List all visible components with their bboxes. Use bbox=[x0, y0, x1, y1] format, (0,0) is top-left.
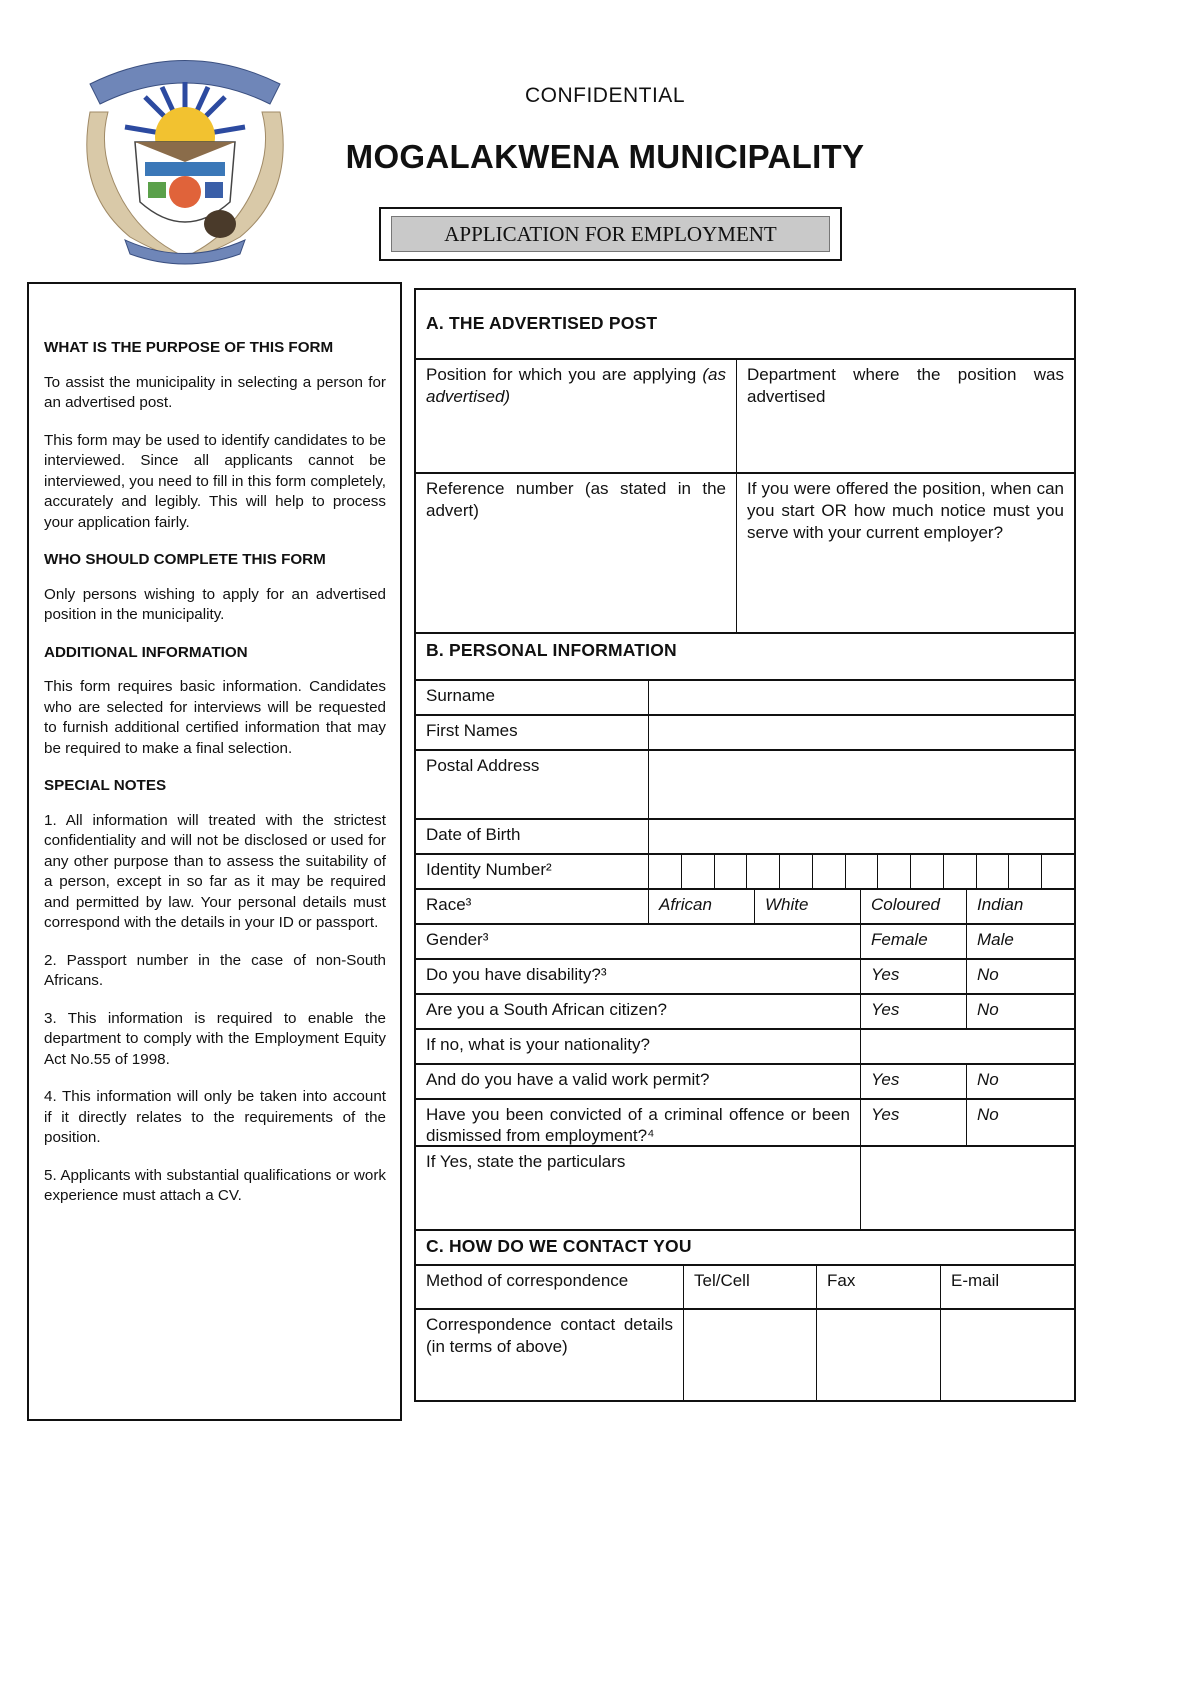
tel-cell-input[interactable] bbox=[683, 1310, 816, 1400]
start-date-label: If you were offered the position, when can you start OR how much notice must you serve with your current employer? bbox=[747, 479, 1064, 542]
citizen-yes-option[interactable]: Yes bbox=[860, 995, 966, 1028]
additional-text: This form requires basic information. Candidates who are selected for interviews will be requested to furnish additional certified information that may be required to make a final selection. bbox=[44, 678, 386, 757]
id-digit-box[interactable] bbox=[746, 855, 779, 888]
id-digit-boxes bbox=[649, 855, 1074, 888]
purpose-text-1: To assist the municipality in selecting a person for an advertised post. bbox=[44, 373, 386, 411]
postal-address-row bbox=[416, 749, 1074, 818]
purpose-text-2: This form may be used to identify candidates to be interviewed. Since all applicants cannot be interviewed, you need to fill in this form completely, accurately and legibly. This will help to process your application fairly. bbox=[44, 431, 386, 531]
id-digit-box[interactable] bbox=[1008, 855, 1041, 888]
confidential-label: CONFIDENTIAL bbox=[524, 84, 685, 107]
who-heading: WHO SHOULD COMPLETE THIS FORM bbox=[44, 551, 326, 568]
race-option-indian[interactable]: Indian bbox=[966, 890, 1074, 923]
surname-input[interactable] bbox=[648, 681, 1074, 714]
id-digit-box[interactable] bbox=[714, 855, 747, 888]
nationality-input[interactable] bbox=[860, 1030, 1074, 1063]
section-c-header-row bbox=[416, 1229, 1074, 1264]
department-field[interactable] bbox=[736, 360, 1074, 472]
additional-heading: ADDITIONAL INFORMATION bbox=[44, 643, 248, 661]
id-digit-box[interactable] bbox=[1041, 855, 1074, 888]
email-input[interactable] bbox=[940, 1310, 1074, 1400]
first-names-label: First Names bbox=[426, 721, 518, 740]
criminal-row bbox=[416, 1098, 1074, 1145]
dob-label: Date of Birth bbox=[426, 825, 521, 844]
tel-cell-option[interactable]: Tel/Cell bbox=[683, 1266, 816, 1308]
reference-field[interactable] bbox=[416, 474, 736, 632]
section-b-header-row bbox=[416, 632, 1074, 679]
reference-label: Reference number (as stated in the advert) bbox=[426, 479, 726, 520]
postal-address-label: Postal Address bbox=[426, 756, 540, 775]
note-3: 3. This information is required to enable the department to comply with the Employment Equity Act No.55 of 1998. bbox=[44, 1009, 386, 1068]
form-title-box bbox=[379, 207, 842, 261]
id-digit-box[interactable] bbox=[812, 855, 845, 888]
note-2: 2. Passport number in the case of non-South Africans. bbox=[44, 951, 386, 989]
race-row bbox=[416, 888, 1074, 923]
email-option[interactable]: E-mail bbox=[940, 1266, 1074, 1308]
particulars-input[interactable] bbox=[860, 1147, 1074, 1229]
id-digit-box[interactable] bbox=[877, 855, 910, 888]
note-1: 1. All information will treated with the strictest confidentiality and will not be disclosed or used for any other purpose than to assess the suitability of a person, except in so far as it may be required and permitted by law. Your personal details must correspond with the details in your ID or passport. bbox=[44, 811, 386, 931]
contact-details-row bbox=[416, 1308, 1074, 1400]
note-4: 4. This information will only be taken into account if it directly relates to the requirements of the position. bbox=[44, 1088, 386, 1146]
id-digit-box[interactable] bbox=[845, 855, 878, 888]
disability-label: Do you have disability?³ bbox=[426, 965, 607, 984]
id-digit-box[interactable] bbox=[779, 855, 812, 888]
gender-label: Gender³ bbox=[426, 930, 489, 949]
position-field[interactable] bbox=[416, 360, 736, 472]
surname-row bbox=[416, 679, 1074, 714]
id-digit-box[interactable] bbox=[976, 855, 1009, 888]
gender-option-male[interactable]: Male bbox=[966, 925, 1074, 958]
section-b-title: B. PERSONAL INFORMATION bbox=[426, 640, 677, 660]
disability-yes-option[interactable]: Yes bbox=[860, 960, 966, 993]
dob-input[interactable] bbox=[648, 820, 1074, 853]
nationality-label: If no, what is your nationality? bbox=[426, 1035, 650, 1054]
race-label: Race³ bbox=[426, 895, 472, 914]
id-number-label: Identity Number² bbox=[426, 860, 552, 879]
work-permit-yes-option[interactable]: Yes bbox=[860, 1065, 966, 1098]
disability-row bbox=[416, 958, 1074, 993]
who-text: Only persons wishing to apply for an advertised position in the municipality. bbox=[44, 585, 386, 623]
note-5: 5. Applicants with substantial qualifications or work experience must attach a CV. bbox=[44, 1166, 386, 1204]
race-option-coloured[interactable]: Coloured bbox=[860, 890, 966, 923]
race-option-african[interactable]: African bbox=[648, 890, 754, 923]
section-a-title: A. THE ADVERTISED POST bbox=[426, 313, 658, 333]
citizen-row bbox=[416, 993, 1074, 1028]
fax-option[interactable]: Fax bbox=[816, 1266, 940, 1308]
id-digit-box[interactable] bbox=[910, 855, 943, 888]
citizen-no-option[interactable]: No bbox=[966, 995, 1074, 1028]
gender-option-female[interactable]: Female bbox=[860, 925, 966, 958]
contact-details-label: Correspondence contact details (in terms of above) bbox=[426, 1315, 673, 1356]
race-option-white[interactable]: White bbox=[754, 890, 860, 923]
criminal-label: Have you been convicted of a criminal offence or been dismissed from employment?⁴ bbox=[426, 1105, 850, 1145]
purpose-heading: WHAT IS THE PURPOSE OF THIS FORM bbox=[44, 339, 334, 356]
dob-row bbox=[416, 818, 1074, 853]
particulars-label: If Yes, state the particulars bbox=[426, 1152, 626, 1171]
work-permit-label: And do you have a valid work permit? bbox=[426, 1070, 710, 1089]
criminal-no-option[interactable]: No bbox=[966, 1100, 1074, 1145]
position-label: Position for which you are applying bbox=[426, 365, 703, 384]
citizen-label: Are you a South African citizen? bbox=[426, 1000, 667, 1019]
municipal-coat-of-arms-logo bbox=[70, 42, 300, 272]
start-date-field[interactable] bbox=[736, 474, 1074, 632]
method-row bbox=[416, 1264, 1074, 1308]
id-digit-box[interactable] bbox=[681, 855, 714, 888]
instructions-panel bbox=[27, 282, 402, 1421]
reference-row bbox=[416, 472, 1074, 632]
work-permit-no-option[interactable]: No bbox=[966, 1065, 1074, 1098]
id-digit-box[interactable] bbox=[943, 855, 976, 888]
id-number-row bbox=[416, 853, 1074, 888]
method-label: Method of correspondence bbox=[426, 1271, 629, 1290]
position-row bbox=[416, 358, 1074, 472]
form-title: APPLICATION FOR EMPLOYMENT bbox=[391, 216, 830, 252]
fax-input[interactable] bbox=[816, 1310, 940, 1400]
surname-label: Surname bbox=[426, 686, 495, 705]
first-names-row bbox=[416, 714, 1074, 749]
position-label-note: (as advertised) bbox=[426, 365, 726, 406]
id-number-input[interactable] bbox=[648, 855, 1074, 888]
criminal-yes-option[interactable]: Yes bbox=[860, 1100, 966, 1145]
particulars-row bbox=[416, 1145, 1074, 1229]
application-form-table bbox=[414, 288, 1076, 1402]
postal-address-input[interactable] bbox=[648, 751, 1074, 818]
nationality-row bbox=[416, 1028, 1074, 1063]
disability-no-option[interactable]: No bbox=[966, 960, 1074, 993]
section-c-title: C. HOW DO WE CONTACT YOU bbox=[426, 1236, 692, 1256]
gender-row bbox=[416, 923, 1074, 958]
section-a-header-row bbox=[416, 290, 1074, 358]
id-digit-box[interactable] bbox=[649, 855, 681, 888]
first-names-input[interactable] bbox=[648, 716, 1074, 749]
municipality-title: MOGALAKWENA MUNICIPALITY bbox=[345, 138, 865, 175]
notes-heading: SPECIAL NOTES bbox=[44, 777, 167, 794]
department-label: Department where the position was advertised bbox=[747, 365, 1064, 406]
work-permit-row bbox=[416, 1063, 1074, 1098]
